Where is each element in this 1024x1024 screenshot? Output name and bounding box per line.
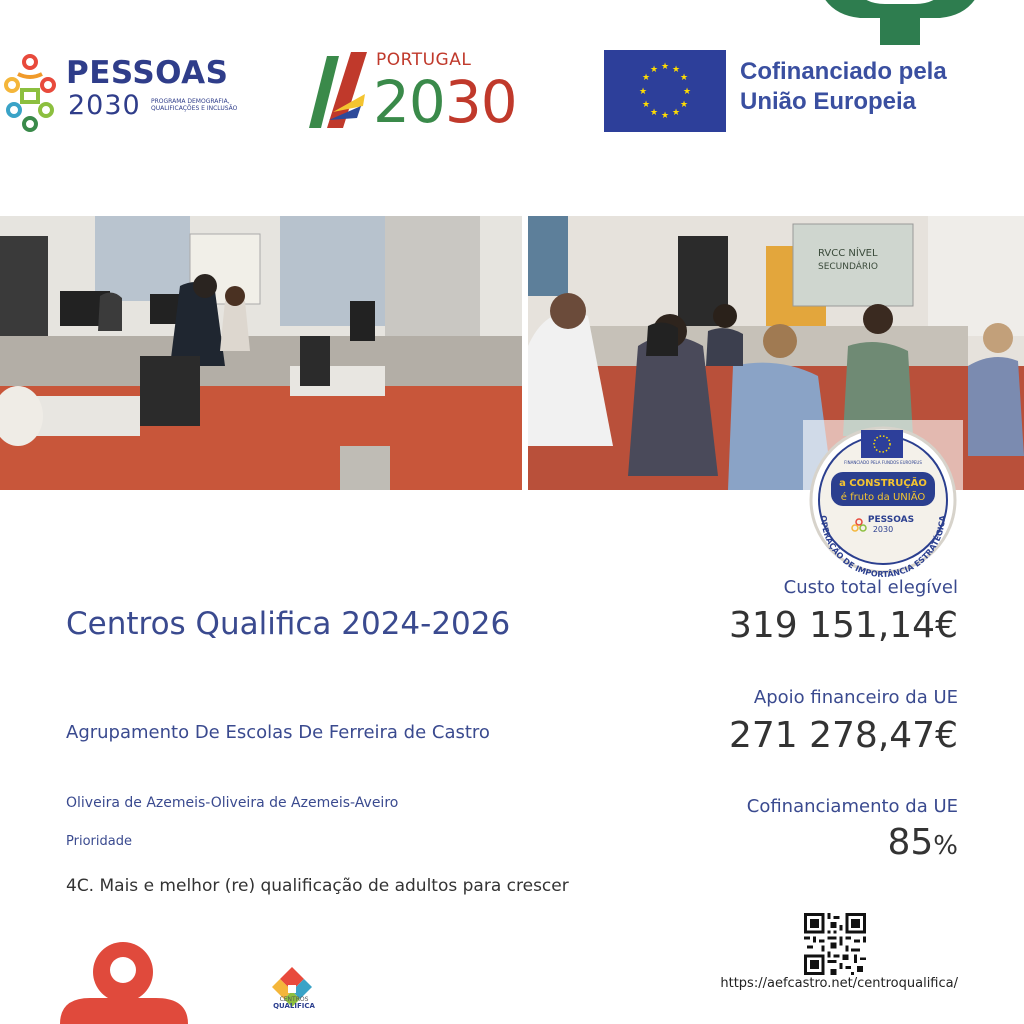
eu-flag-icon <box>604 50 726 132</box>
classroom-photo-left <box>0 216 522 490</box>
badge-line2: é fruto da UNIÃO <box>840 492 926 503</box>
svg-text:★: ★ <box>641 100 651 110</box>
red-person-pin-icon <box>40 930 220 1024</box>
badge-top-text: FINANCIADO PELA FUNDOS EUROPEUS <box>844 460 922 465</box>
cq-line2: QUALIFICA <box>273 1002 315 1010</box>
priority-label: Prioridade <box>66 834 132 849</box>
eu-text-line1: Cofinanciado pela <box>740 58 947 85</box>
svg-text:★: ★ <box>671 108 681 118</box>
total-cost-value: 319 151,14€ <box>728 605 958 646</box>
svg-text:★: ★ <box>660 62 670 72</box>
portugal-year <box>373 68 517 136</box>
project-location: Oliveira de Azemeis-Oliveira de Azemeis-Aveiro <box>66 795 399 811</box>
portugal-year-red: 30 <box>444 68 517 136</box>
badge-pessoas: PESSOAS <box>867 515 915 525</box>
svg-text:★: ★ <box>679 73 689 83</box>
board-text-2: SECUNDÁRIO <box>818 262 878 272</box>
cofinancing-number: 85 <box>887 822 934 863</box>
priority-value: 4C. Mais e melhor (re) qualificação de adultos para crescer <box>66 876 569 896</box>
svg-text:★: ★ <box>641 73 651 83</box>
strategic-operation-badge <box>803 420 963 580</box>
badge-arc-text: OPERAÇÃO DE IMPORTÂNCIA ESTRATÉGICA <box>818 515 948 580</box>
organization-name: Agrupamento De Escolas De Ferreira de Castro <box>66 722 490 743</box>
svg-text:★: ★ <box>638 87 648 97</box>
pessoas-subtitle: PROGRAMA DEMOGRAFIA, QUALIFICAÇÕES E INCLUSÃO <box>151 98 238 112</box>
percent-sign: % <box>933 831 958 861</box>
eu-support-label: Apoio financeiro da UE <box>753 687 958 708</box>
svg-text:★: ★ <box>649 65 659 75</box>
svg-text:★: ★ <box>679 100 689 110</box>
portugal-year-green: 20 <box>373 68 445 136</box>
total-cost-label: Custo total elegível <box>783 577 958 598</box>
svg-text:★: ★ <box>671 65 681 75</box>
project-url-link[interactable]: https://aefcastro.net/centroqualifica/ <box>720 976 958 991</box>
pessoas-word: PESSOAS <box>66 55 229 91</box>
decorative-green-shape <box>800 0 1000 50</box>
pessoas-people-icon <box>0 50 60 135</box>
eu-text-line2: União Europeia <box>740 88 917 115</box>
cq-line1: CENTROS <box>279 996 309 1003</box>
eu-cofinancing-value <box>887 822 958 863</box>
svg-text:★: ★ <box>649 108 659 118</box>
eu-cofinancing-label: Cofinanciamento da UE <box>746 796 958 817</box>
centros-qualifica-label <box>270 996 318 1010</box>
eu-cofinanced-text <box>740 57 947 117</box>
qr-code[interactable] <box>804 913 866 975</box>
eu-support-value: 271 278,47€ <box>728 715 958 756</box>
svg-text:★: ★ <box>682 87 692 97</box>
badge-year: 2030 <box>872 525 894 534</box>
badge-line1: a CONSTRUÇÃO <box>839 478 927 489</box>
board-text-1: RVCC NÍVEL <box>818 248 878 259</box>
pessoas-year: 2030 <box>68 90 141 121</box>
project-title: Centros Qualifica 2024-2026 <box>66 606 511 642</box>
svg-text:★: ★ <box>660 111 670 121</box>
portugal-word: PORTUGAL <box>376 50 472 70</box>
portugal-2030-flag-icon <box>305 48 371 130</box>
